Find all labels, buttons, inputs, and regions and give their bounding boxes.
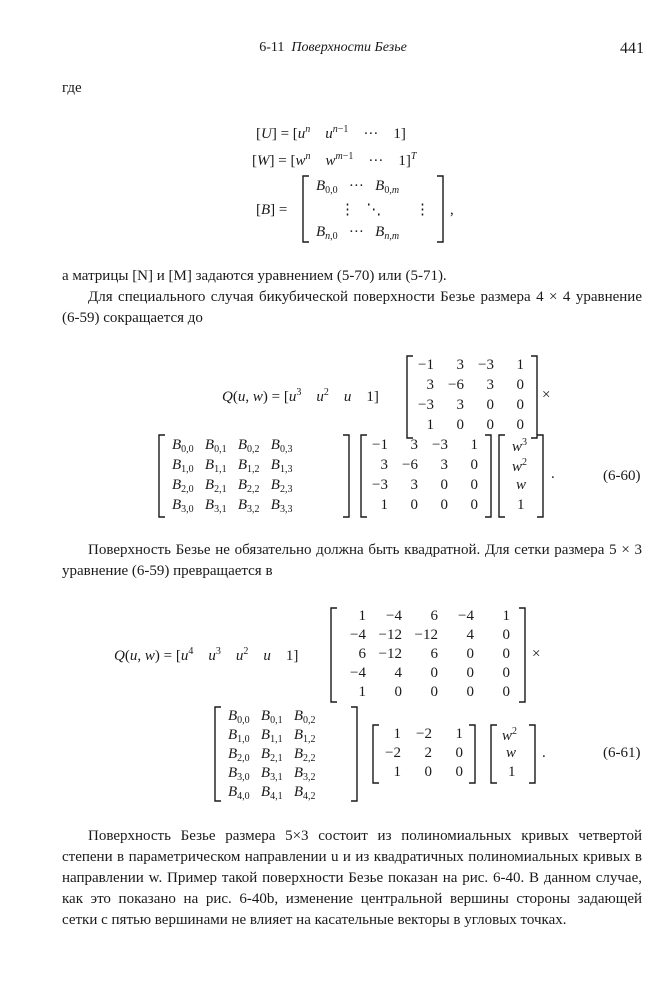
- bezier44-cell-3-1: 0: [456, 417, 464, 433]
- bezier3-right-bracket: [468, 724, 476, 784]
- bezier44-row-1: [358, 457, 478, 474]
- b53-row-0: $B_{0,0}$ $B_{0,1}$ $B_{0,2}$: [228, 708, 316, 726]
- bezier3-cell-0-1: −2: [416, 726, 432, 742]
- bezier5-cell-4-4: 0: [502, 684, 510, 700]
- b-matrix-comma: ,: [450, 202, 454, 218]
- bezier5-cell-0-4: 1: [502, 608, 510, 624]
- bezier44-cell-1-0: 3: [380, 457, 388, 473]
- bezier5-cell-2-1: −12: [378, 646, 402, 662]
- w-column-row-2: w: [516, 477, 527, 493]
- bezier5-cell-3-4: 0: [502, 665, 510, 681]
- bezier44-cell-0-0: −1: [418, 357, 434, 373]
- bezier5-cell-0-1: −4: [386, 608, 402, 624]
- bezier5-row-0: [330, 608, 510, 625]
- bezier5-cell-4-3: 0: [466, 684, 474, 700]
- bezier44-row-0: [404, 357, 524, 374]
- bezier3-cell-1-1: 2: [424, 745, 432, 761]
- bezier44-row-3: [404, 417, 524, 434]
- bezier44-a-right-bracket: [530, 355, 538, 439]
- bezier5-cell-4-2: 0: [430, 684, 438, 700]
- bezier5-cell-0-0: 1: [358, 608, 366, 624]
- bezier3-cell-0-0: 1: [393, 726, 401, 742]
- b53-row-3: $B_{3,0}$ $B_{3,1}$ $B_{3,2}$: [228, 765, 316, 783]
- bezier5-cell-2-0: 6: [358, 646, 366, 662]
- bezier3-cell-1-0: −2: [385, 745, 401, 761]
- b44-row-0: $B_{0,0}$ $B_{0,1}$ $B_{0,2}$ $B_{0,3}$: [172, 437, 293, 455]
- bezier44-cell-1-2: 3: [486, 377, 494, 393]
- eq-6-60-lhs: Q(u, $w) = [u^3$ $u^2$ u 1]: [222, 387, 379, 405]
- bezier44-cell-0-1: 3: [456, 357, 464, 373]
- bezier5-cell-3-3: 0: [466, 665, 474, 681]
- b-matrix-left-bracket: [302, 175, 310, 243]
- bezier5-cell-4-0: 1: [358, 684, 366, 700]
- bezier44-row-2: [404, 397, 524, 414]
- bezier44-row-1: [404, 377, 524, 394]
- bezier3-cell-2-0: 1: [393, 764, 401, 780]
- bezier44-cell-2-1: 3: [410, 477, 418, 493]
- bezier44-cell-3-2: 0: [486, 417, 494, 433]
- eq-number-6-61: (6-61): [603, 745, 641, 761]
- eq-6-61-lhs: Q(u, $w) = [u^4$ $u^3$ $u^2$ u 1]: [114, 646, 299, 664]
- bezier44-cell-0-2: −3: [432, 437, 448, 453]
- b-matrix-row-2: $B_{n,0}$ ··· $B_{n,m}$: [316, 224, 400, 242]
- bezier5-cell-2-2: 6: [430, 646, 438, 662]
- bezier44-row-2: [358, 477, 478, 494]
- bezier44-cell-3-1: 0: [410, 497, 418, 513]
- bezier44-cell-2-0: −3: [418, 397, 434, 413]
- bezier44-cell-2-0: −3: [372, 477, 388, 493]
- bezier44-cell-0-1: 3: [410, 437, 418, 453]
- bezier3-cell-0-2: 1: [455, 726, 463, 742]
- bezier44-cell-3-0: 1: [426, 417, 434, 433]
- u-vector-def: $[U] = [u^n$ $u^{n-1}$ ··· 1]: [256, 124, 406, 142]
- b-matrix-right-bracket: [436, 175, 444, 243]
- w2-column-right-bracket: [528, 724, 536, 784]
- bezier44-cell-0-2: −3: [478, 357, 494, 373]
- b53-left-bracket: [214, 706, 222, 802]
- paragraph-matrices: а матрицы [N] и [M] задаются уравнением (5-70) или (5-71).: [62, 268, 447, 284]
- bezier5-cell-1-4: 0: [502, 627, 510, 643]
- bezier5-row-2: [330, 646, 510, 663]
- page-number: 441: [620, 40, 644, 57]
- bezier3-row-1: [370, 745, 463, 762]
- bezier5-cell-0-3: −4: [458, 608, 474, 624]
- w-column-row-1: $w^2$: [512, 457, 528, 475]
- bezier44-row-0: [358, 437, 478, 454]
- bezier44-cell-1-0: 3: [426, 377, 434, 393]
- eq-6-60-times: ×: [542, 387, 551, 403]
- w-column-right-bracket: [536, 434, 544, 518]
- bezier5-row-1: [330, 627, 510, 644]
- bezier44-cell-2-3: 0: [516, 397, 524, 413]
- bezier5-cell-1-3: 4: [466, 627, 474, 643]
- section-title: Поверхности Безье: [291, 40, 407, 55]
- bezier44-cell-0-3: 1: [470, 437, 478, 453]
- b44-row-2: $B_{2,0}$ $B_{2,1}$ $B_{2,2}$ $B_{2,3}$: [172, 477, 293, 495]
- bezier44-cell-1-1: −6: [448, 377, 464, 393]
- bezier44-cell-0-3: 1: [516, 357, 524, 373]
- bezier3-row-0: [370, 726, 463, 743]
- bezier44-cell-3-3: 0: [470, 497, 478, 513]
- bezier44-cell-1-2: 3: [440, 457, 448, 473]
- bezier3-cell-2-1: 0: [424, 764, 432, 780]
- bezier44-cell-3-0: 1: [380, 497, 388, 513]
- bezier5-cell-1-0: −4: [350, 627, 366, 643]
- section-number: 6-11: [259, 40, 285, 55]
- bezier5-cell-3-2: 0: [430, 665, 438, 681]
- running-header: [0, 40, 666, 56]
- b-matrix-row-1: ⋮ ⋱ ⋮: [340, 202, 430, 218]
- bezier5-cell-3-0: −4: [350, 665, 366, 681]
- bezier5-row-4: [330, 684, 510, 701]
- b44-left-bracket: [158, 434, 166, 518]
- bezier44-cell-2-3: 0: [470, 477, 478, 493]
- bezier5-row-3: [330, 665, 510, 682]
- bezier5-cell-2-4: 0: [502, 646, 510, 662]
- bezier3-cell-1-2: 0: [455, 745, 463, 761]
- paragraph-final: Поверхность Безье размера 5×3 состоит из полиномиальных кривых четвертой степени в параметрическом направлении u и из квадратичных полиномиальных кривых в направлении w. Пример такой поверхности Безье показан на рис. 6-40. В данном случае, как это показано на рис. 6-40b, изменение центральной вершины стороны задающей сетки с пятью вершинами не влияет на касательные векторы в угловых точках.: [62, 828, 642, 928]
- w2-column-row-0: $w^2$: [502, 726, 518, 744]
- w2-column-row-1: w: [506, 745, 517, 761]
- bezier5-cell-2-3: 0: [466, 646, 474, 662]
- bezier44-cell-2-2: 0: [440, 477, 448, 493]
- paragraph-square: Поверхность Безье не обязательно должна быть квадратной. Для сетки размера 5 × 3 уравнение (6-59) превращается в: [62, 542, 642, 579]
- eq-number-6-60: (6-60): [603, 468, 641, 484]
- b53-row-1: $B_{1,0}$ $B_{1,1}$ $B_{1,2}$: [228, 727, 316, 745]
- bezier5-cell-1-2: −12: [414, 627, 438, 643]
- bezier3-row-2: [370, 764, 463, 781]
- b53-right-bracket: [350, 706, 358, 802]
- bezier5-cell-3-1: 4: [394, 665, 402, 681]
- b44-row-3: $B_{3,0}$ $B_{3,1}$ $B_{3,2}$ $B_{3,3}$: [172, 497, 293, 515]
- w2-column-row-2: 1: [508, 764, 516, 780]
- w2-column-left-bracket: [490, 724, 498, 784]
- b-matrix-row-0: $B_{0,0}$ ··· $B_{0,m}$: [316, 178, 400, 196]
- bezier5-cell-1-1: −12: [378, 627, 402, 643]
- w-column-left-bracket: [498, 434, 506, 518]
- b44-row-1: $B_{1,0}$ $B_{1,1}$ $B_{1,2}$ $B_{1,3}$: [172, 457, 293, 475]
- bezier44-b-right-bracket: [484, 434, 492, 518]
- where-label: где: [62, 80, 82, 96]
- eq-6-60-period: .: [551, 466, 555, 482]
- bezier3-cell-2-2: 0: [455, 764, 463, 780]
- bezier44-cell-2-2: 0: [486, 397, 494, 413]
- b44-right-bracket: [342, 434, 350, 518]
- bezier44-cell-1-3: 0: [516, 377, 524, 393]
- bezier5-right-bracket: [518, 607, 526, 703]
- b53-row-4: $B_{4,0}$ $B_{4,1}$ $B_{4,2}$: [228, 784, 316, 802]
- eq-6-61-period: .: [542, 745, 546, 761]
- b-matrix-label: [B] =: [256, 202, 288, 218]
- bezier44-row-3: [358, 497, 478, 514]
- bezier44-cell-3-3: 0: [516, 417, 524, 433]
- bezier44-cell-0-0: −1: [372, 437, 388, 453]
- w-column-row-0: $w^3$: [512, 437, 528, 455]
- w-column-row-3: 1: [517, 497, 525, 513]
- bezier44-cell-1-3: 0: [470, 457, 478, 473]
- bezier5-cell-0-2: 6: [430, 608, 438, 624]
- bezier5-cell-4-1: 0: [394, 684, 402, 700]
- w-vector-def: $[W] = [w^n$ $w^{m-1}$ ··· 1]$^T$: [252, 151, 417, 169]
- paragraph-bicubic: Для специального случая бикубической поверхности Безье размера 4 × 4 уравнение (6-59) сокращается до: [62, 289, 642, 326]
- eq-6-61-times: ×: [532, 646, 541, 662]
- bezier44-cell-1-1: −6: [402, 457, 418, 473]
- bezier44-cell-3-2: 0: [440, 497, 448, 513]
- bezier44-cell-2-1: 3: [456, 397, 464, 413]
- b53-row-2: $B_{2,0}$ $B_{2,1}$ $B_{2,2}$: [228, 746, 316, 764]
